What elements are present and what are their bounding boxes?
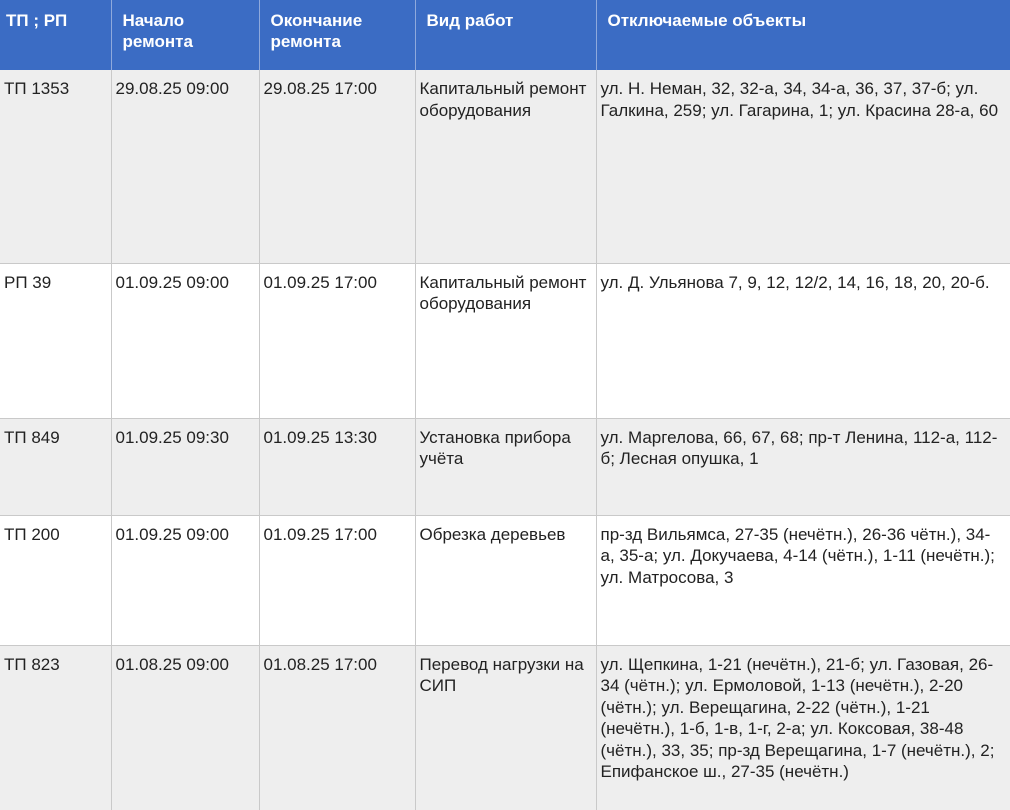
cell-start: 01.08.25 09:00 bbox=[111, 645, 259, 810]
cell-objects: ул. Маргелова, 66, 67, 68; пр-т Ленина, 112-а, 112-б; Лесная опушка, 1 bbox=[596, 418, 1010, 515]
cell-end: 01.09.25 17:00 bbox=[259, 263, 415, 418]
header-station: ТП ; РП bbox=[0, 0, 111, 70]
cell-work-type: Капитальный ремонт оборудования bbox=[415, 263, 596, 418]
cell-objects: ул. Н. Неман, 32, 32-а, 34, 34-а, 36, 37, 37-б; ул. Галкина, 259; ул. Гагарина, 1; ул. Красина 28-а, 60 bbox=[596, 70, 1010, 263]
cell-work-type: Перевод нагрузки на СИП bbox=[415, 645, 596, 810]
table-row bbox=[0, 70, 1010, 263]
cell-objects: ул. Д. Ульянова 7, 9, 12, 12/2, 14, 16, 18, 20, 20-б. bbox=[596, 263, 1010, 418]
table-row bbox=[0, 263, 1010, 418]
header-end: Окончание ремонта bbox=[259, 0, 415, 70]
table-header bbox=[0, 0, 1010, 70]
cell-objects: пр-зд Вильямса, 27-35 (нечётн.), 26-36 чётн.), 34-а, 35-а; ул. Докучаева, 4-14 (чётн.), 1-11 (нечётн.); ул. Матросова, 3 bbox=[596, 515, 1010, 645]
table-row bbox=[0, 418, 1010, 515]
header-objects: Отключаемые объекты bbox=[596, 0, 1010, 70]
cell-station: ТП 1353 bbox=[0, 70, 111, 263]
cell-station: ТП 849 bbox=[0, 418, 111, 515]
cell-start: 01.09.25 09:00 bbox=[111, 515, 259, 645]
cell-end: 01.08.25 17:00 bbox=[259, 645, 415, 810]
cell-station: ТП 823 bbox=[0, 645, 111, 810]
header-start: Начало ремонта bbox=[111, 0, 259, 70]
table-row bbox=[0, 645, 1010, 810]
cell-station: ТП 200 bbox=[0, 515, 111, 645]
cell-start: 29.08.25 09:00 bbox=[111, 70, 259, 263]
cell-end: 29.08.25 17:00 bbox=[259, 70, 415, 263]
table-body bbox=[0, 70, 1010, 810]
cell-end: 01.09.25 13:30 bbox=[259, 418, 415, 515]
cell-station: РП 39 bbox=[0, 263, 111, 418]
cell-work-type: Обрезка деревьев bbox=[415, 515, 596, 645]
cell-work-type: Капитальный ремонт оборудования bbox=[415, 70, 596, 263]
header-row bbox=[0, 0, 1010, 70]
cell-end: 01.09.25 17:00 bbox=[259, 515, 415, 645]
cell-objects: ул. Щепкина, 1-21 (нечётн.), 21-б; ул. Газовая, 26-34 (чётн.); ул. Ермоловой, 1-13 (нечётн.), 2-20 (чётн.); ул. Верещагина, 2-22 (чётн.), 1-21 (нечётн.), 1-б, 1-в, 1-г, 2-а; ул. Коксовая, 38-48 (чётн.), 33, 35; пр-зд Верещагина, 1-7 (нечётн.), 2; Епифанское ш., 27-35 (нечётн.) bbox=[596, 645, 1010, 810]
cell-start: 01.09.25 09:00 bbox=[111, 263, 259, 418]
cell-work-type: Установка прибора учёта bbox=[415, 418, 596, 515]
cell-start: 01.09.25 09:30 bbox=[111, 418, 259, 515]
header-work-type: Вид работ bbox=[415, 0, 596, 70]
table-row bbox=[0, 515, 1010, 645]
